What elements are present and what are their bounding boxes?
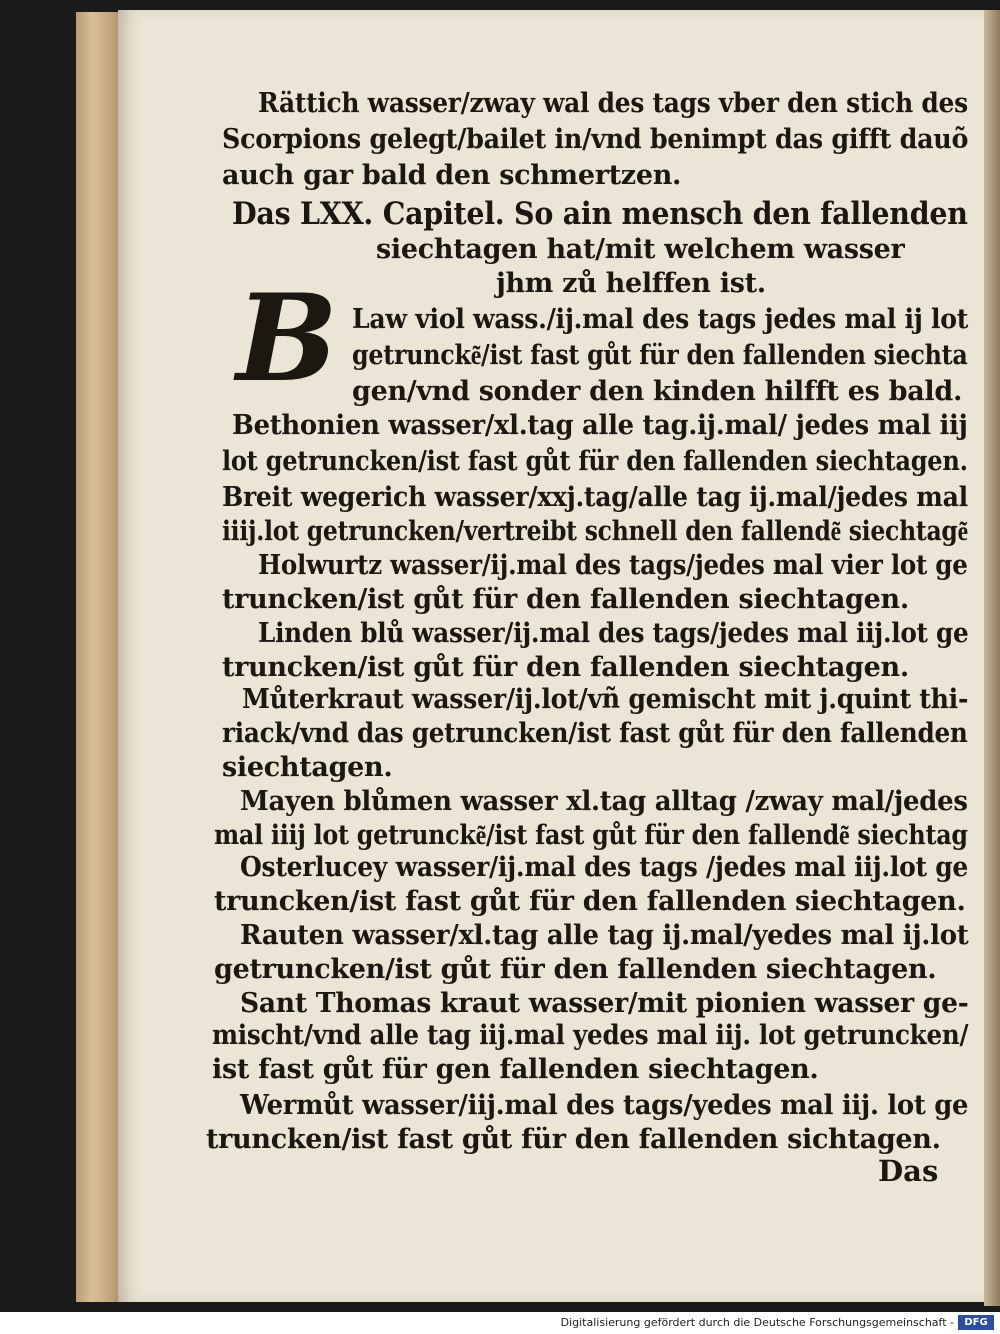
text-line: Bethonien wasser/xl.tag alle tag.ij.mal/ jedes mal iij [232, 410, 968, 441]
catchword: Das [878, 1154, 939, 1188]
page-right-edge [984, 10, 1000, 1306]
text-line: Scorpions gelegt/bailet in/vnd benimpt das gifft dauõ [222, 124, 969, 155]
text-line: ist fast gůt für gen fallenden siechtagen. [212, 1054, 819, 1085]
chapter-heading: Das LXX. Capitel. So ain mensch den fallenden [232, 196, 968, 232]
chapter-heading: siechtagen hat/mit welchem wasser [376, 234, 905, 265]
text-line: Law viol wass./ij.mal des tags jedes mal ij lot [352, 304, 969, 335]
text-line: Můterkraut wasser/ij.lot/vñ gemischt mit j.quint thi- [242, 684, 969, 715]
text-line: Linden blů wasser/ij.mal des tags/jedes mal iij.lot ge [258, 618, 969, 649]
text-line: auch gar bald den schmertzen. [222, 160, 682, 191]
text-line: Osterlucey wasser/ij.mal des tags /jedes mal iij.lot ge [240, 852, 969, 883]
text-line: Holwurtz wasser/ij.mal des tags/jedes mal vier lot ge [258, 550, 968, 581]
text-line: truncken/ist gůt für den fallenden siechtagen. [222, 652, 909, 683]
decorated-initial: B [236, 268, 338, 409]
text-line: siechtagen. [222, 752, 393, 783]
text-line: mal iiij lot getruncke͂/ist fast gůt für den fallende͂ siechtag [214, 820, 968, 851]
chapter-heading: jhm zů helffen ist. [496, 268, 766, 299]
text-line: truncken/ist fast gůt für den fallenden siechtagen. [214, 886, 966, 917]
text-line: truncken/ist fast gůt für den fallenden sichtagen. [206, 1124, 941, 1155]
page-edge [76, 12, 122, 1302]
dfg-logo: DFG [958, 1315, 994, 1330]
text-line: riack/vnd das getruncken/ist fast gůt für den fallenden [222, 718, 968, 749]
text-line: iiij.lot getruncken/vertreibt schnell den fallende͂ siechtage͂ [222, 516, 968, 547]
text-line: getruncke͂/ist fast gůt für den fallenden siechta [352, 340, 968, 371]
text-line: Mayen blůmen wasser xl.tag alltag /zway mal/jedes [240, 786, 968, 817]
text-line: getruncken/ist gůt für den fallenden siechtagen. [214, 954, 937, 985]
text-line: mischt/vnd alle tag iij.mal yedes mal iij. lot getruncken/ [212, 1020, 969, 1051]
text-line: gen/vnd sonder den kinden hilfft es bald. [352, 376, 963, 407]
text-line: Sant Thomas kraut wasser/mit pionien wasser ge- [240, 988, 969, 1019]
text-line: Wermůt wasser/iij.mal des tags/yedes mal iij. lot ge [240, 1090, 969, 1121]
footer-credit: Digitalisierung gefördert durch die Deutsche Forschungsgemeinschaft - [560, 1316, 954, 1329]
footer-bar [0, 1312, 1000, 1334]
text-line: Rättich wasser/zway wal des tags vber den stich des [258, 88, 968, 119]
text-line: truncken/ist gůt für den fallenden siechtagen. [222, 584, 909, 615]
text-line: lot getruncken/ist fast gůt für den fallenden siechtagen. [222, 446, 968, 477]
text-line: Breit wegerich wasser/xxj.tag/alle tag ij.mal/jedes mal [222, 482, 968, 513]
text-line: Rauten wasser/xl.tag alle tag ij.mal/yedes mal ij.lot [240, 920, 969, 951]
